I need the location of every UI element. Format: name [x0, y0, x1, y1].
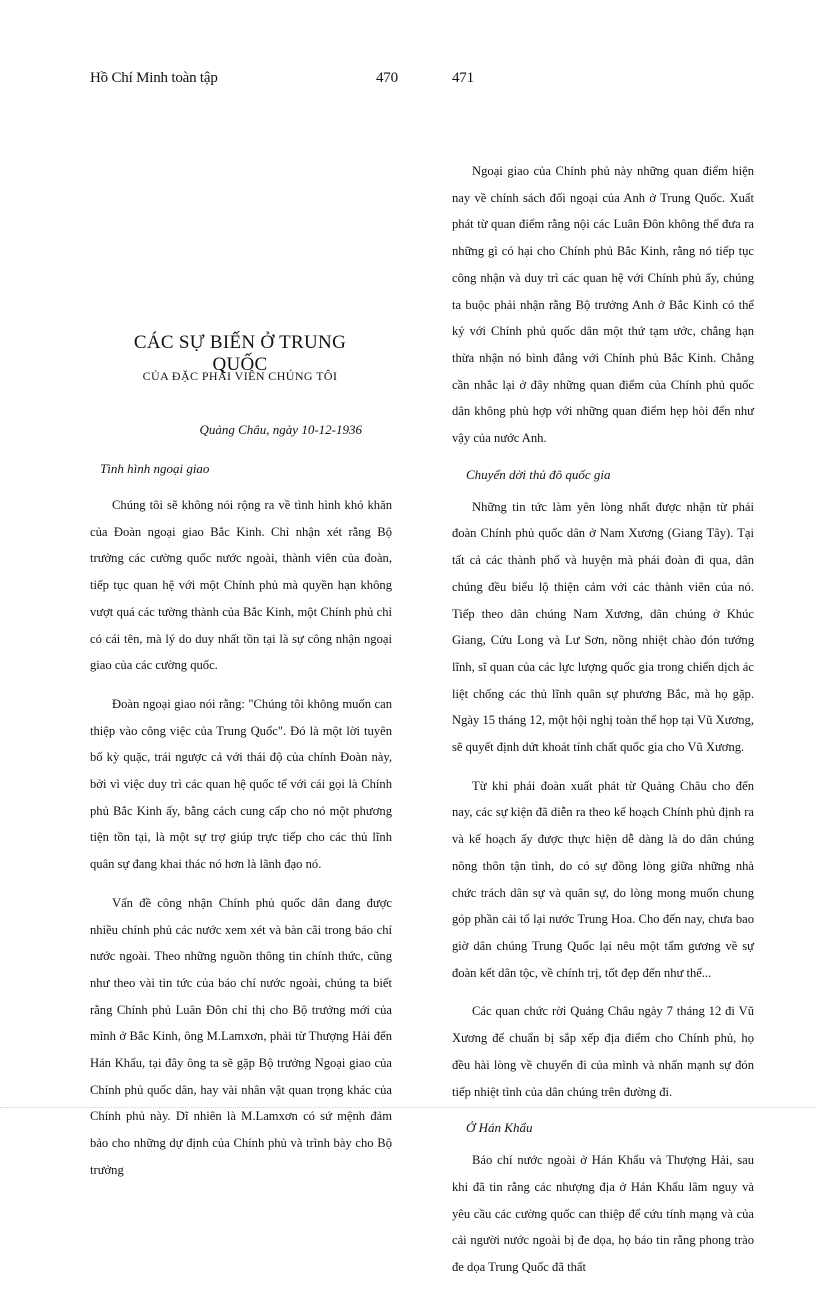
article-subtitle: CỦA ĐẶC PHÁI VIÊN CHÚNG TÔI [142, 369, 338, 383]
dateline: Quảng Châu, ngày 10-12-1936 [199, 422, 362, 437]
section-heading-capital-move: Chuyển dời thủ đô quốc gia [466, 466, 611, 482]
paragraph: Vấn đề công nhận Chính phủ quốc dân đang được nhiều chính phủ các nước xem xét và bàn cãi trong báo chí nước ngoài. Theo những nguồn thông tin chính thức, cũng như theo vài tin tức của báo chí nước ngoài, chúng ta biết rằng Chính phủ Luân Đôn chỉ thị cho Bộ trưởng mới của mình ở Bắc Kinh, ông M.Lamxơn, phải từ Thượng Hải đến Hán Khẩu, tại đây ông ta sẽ gặp Bộ trưởng Ngoại giao của Chính phủ quốc dân, hay vài nhân vật quan trọng khác của Chính phủ này. Dĩ nhiên là M.Lamxơn có sứ mệnh đảm bảo cho những dự định của Chính phủ và trình bày cho Bộ trưởng [90, 895, 392, 1177]
left-text-column [90, 458, 392, 1196]
right-page [408, 0, 816, 1275]
paragraph: Báo chí nước ngoài ở Hán Khẩu và Thượng Hải, sau khi đã tin rằng các nhượng địa ở Hán Khẩu lâm nguy và yêu cầu các cường quốc can thiệp để cứu tính mạng và của cải người nước ngoài bị đe dọa, họ báo tin rằng phong trào đe dọa Trung Quốc đã thất [452, 1153, 754, 1275]
running-title: Hồ Chí Minh toàn tập [90, 70, 218, 86]
article-title: CÁC SỰ BIẾN Ở TRUNG QUỐC [133, 332, 347, 375]
bottom-divider [0, 1107, 816, 1108]
paragraph: Các quan chức rời Quảng Châu ngày 7 tháng 12 đi Vũ Xương để chuẩn bị sắp xếp địa điểm cho Chính phủ, họ đều hài lòng về chuyến đi của mình và nhấn mạnh sự đón tiếp nhiệt tình của dân chúng trên đường đi. [452, 1004, 754, 1099]
page-number-left: 470 [376, 70, 398, 86]
paragraph: Ngoại giao của Chính phủ này những quan điểm hiện nay về chính sách đối ngoại của Anh ở Trung Quốc. Xuất phát từ quan điểm rằng nội các Luân Đôn không thể đưa ra những gì có hại cho Chính phủ Bắc Kinh, rằng nó tiếp tục công nhận và duy trì các quan hệ với Chính phủ ấy, chúng ta buộc phải nhận rằng Bộ trưởng Anh ở Bắc Kinh có thể ký với Chính phủ quốc dân một thứ tạm ước, chẳng hạn thừa nhận nó bình đẳng với Chính phủ Bắc Kinh. Chẳng cần nhắc lại ở đây những quan điểm của Chính phủ quốc dân không phù hợp với những quan điểm hẹp hòi đến như vậy của nước Anh. [452, 164, 754, 446]
paragraph: Từ khi phái đoàn xuất phát từ Quảng Châu cho đến nay, các sự kiện đã diễn ra theo kế hoạch Chính phủ định ra và kế hoạch ấy được thực hiện dễ dàng là do dân chúng nông thôn tận tình, do có sự đồng lòng giữa những nhà chức trách dân sự và quân sự, do lòng mong muốn chung góp phần cải tổ lại nước Trung Hoa. Cho đến nay, chưa bao giờ dân chúng Trung Quốc lại nêu một tấm gương về sự đoàn kết dân tộc, về chính trị, tốt đẹp đến như thế... [452, 778, 754, 980]
section-heading-diplomacy: Tình hình ngoại giao [100, 461, 210, 476]
left-page [0, 0, 408, 1177]
paragraph: Những tin tức làm yên lòng nhất được nhận từ phái đoàn Chính phủ quốc dân ở Nam Xương (Giang Tây). Tại tất cả các thành phố và huyện mà phái đoàn đi qua, dân chúng đều biểu lộ thiện cảm với các thành viên của nó. Tiếp theo dân chúng Nam Xương, dân chúng ở Khúc Giang, Cửu Long và Lư Sơn, nồng nhiệt chào đón tướng lĩnh, sĩ quan của các lực lượng quốc gia trong chiến dịch ác liệt chống các thủ lĩnh quân sự phương Bắc, mà họ gặp. Ngày 15 tháng 12, một hội nghị toàn thể họp tại Vũ Xương, sẽ quyết định dứt khoát tính chất quốc gia cho Vũ Xương. [452, 499, 754, 755]
page-number-right: 471 [452, 70, 474, 86]
paragraph: Chúng tôi sẽ không nói rộng ra về tình hình khó khăn của Đoàn ngoại giao Bắc Kinh. Chỉ nhận xét rằng Bộ trưởng các cường quốc nước ngoài, thành viên của đoàn, tiếp tục quan hệ với một Chính phủ mà quyền hạn không vượt quá các tường thành của Bắc Kinh, một Chính phủ chỉ có cái tên, mà lý do duy nhất tồn tại là sự công nhận ngoại giao của các cường quốc. [90, 498, 392, 673]
paragraph: Đoàn ngoại giao nói rằng: "Chúng tôi không muốn can thiệp vào công việc của Trung Quốc". Đó là một lời tuyên bố kỳ quặc, trái ngược cả với thái độ của chính Đoàn này, bởi vì việc duy trì các quan hệ quốc tế với cái gọi là Chính phủ Bắc Kinh ấy, bằng cách cung cấp cho nó một phương tiện tồn tại, là một sự trợ giúp trực tiếp cho các thủ lĩnh quân sự đang khai thác nó hơn là lãnh đạo nó. [90, 696, 392, 872]
section-heading-hankou: Ở Hán Khẩu [466, 1120, 533, 1136]
